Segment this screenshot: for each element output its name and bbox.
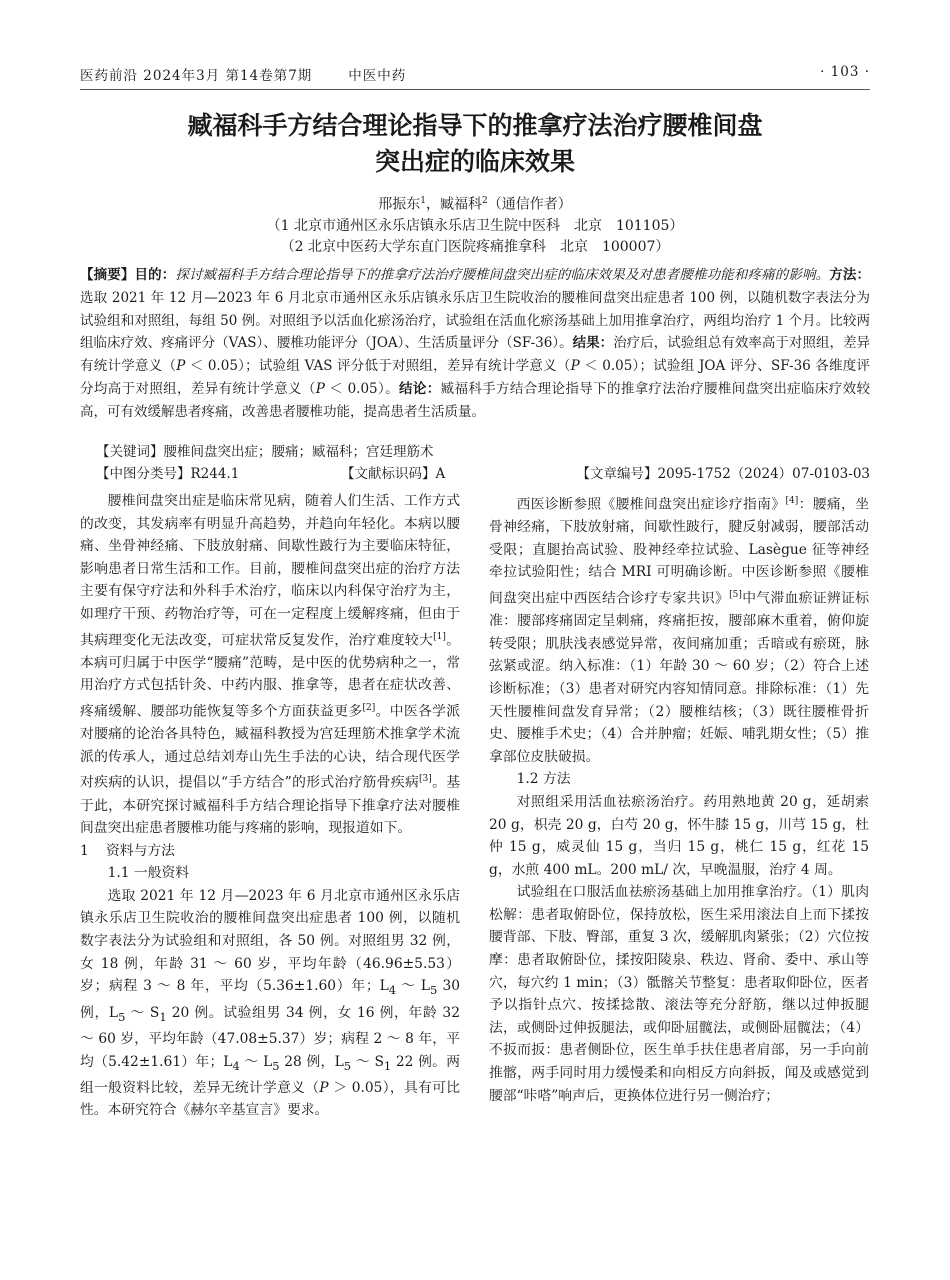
intro-paragraph: 腰椎间盘突出症是临床常见病，随着人们生活、工作方式的改变，其发病率有明显升高趋势，并趋向年轻化。本病以腰痛、坐骨神经痛、下肢放射痛、间歇性跛行为主要临床特征，影响患者日常生活和工作。目前，腰椎间盘突出症的治疗方法主要有保守疗法和外科手术治疗，临床以内科保守治疗为主，如理疗干预、药物治疗等，可在一定程度上缓解疼痛，但由于其病理变化无法改变，可症状常反复发作，治疗难度较大[1]。本病可归属于中医学“腰痛”范畴，是中医的优势病种之一，常用治疗方式包括针灸、中药内服、推拿等，患者在症状改善、疼痛缓解、腰部功能恢复等多个方面获益更多[2]。中医各学派对腰痛的论治各具特色，臧福科教授为宫廷理筋术推拿学术流派的传承人，通过总结刘寿山先生手法的心诀，结合现代医学对疾病的认识，提倡以“手方结合”的形式治疗筋骨疾病[3]。基于此，本研究探讨臧福科手方结合理论指导下推拿疗法对腰椎间盘突出症患者腰椎功能与疼痛的影响，现报道如下。: [80, 493, 460, 837]
right-column: [489, 490, 869, 1107]
section-title: 资料与方法: [106, 842, 175, 859]
document-code: 【文献标识码】A: [341, 466, 446, 482]
page-number: · 103 ·: [820, 64, 870, 80]
general-data-paragraph: 选取 2021 年 12 月—2023 年 6 月北京市通州区永乐店镇永乐店卫生院收治的腰椎间盘突出症患者 100 例，以随机数字表法分为试验组和对照组，各 50 例。对照组男 32 例，女 18 例，年龄 31 ～ 60 岁，平均年龄（46.96±5.53）岁；病程 3 ～ 8 年，平均（5.36±1.60）年；$L_4$ ～ $L_5$ 30 例，$L_5$ ～ $S_1$ 20 例。试验组男 34 例，女 16 例，年龄 32 ～ 60 岁，平均年龄（47.08±5.37）岁；病程 2 ～ 8 年，平均（5.42±1.61）年；$L_4$ ～ $L_5$ 28 例，$L_5$ ～ $S_1$ 22 例。两组一般资料比较，差异无统计学意义（P ＞ 0.05），具有可比性。本研究符合《赫尔辛基宣言》要求。: [80, 887, 461, 1119]
authors-block: [80, 191, 870, 258]
clc-number: 【中图分类号】R244.1: [96, 466, 240, 482]
left-column: [80, 490, 460, 1122]
journal-info: 医药前沿 2024年3月 第14卷第7期 中医中药: [80, 68, 407, 84]
affiliation-1: （1 北京市通州区永乐店镇永乐店卫生院中医科 北京 101105）: [266, 217, 684, 234]
running-header: [80, 64, 870, 88]
section-name: 中医中药: [348, 68, 407, 84]
subsection-heading-1-1: 1.1 一般资料: [107, 865, 190, 882]
author-names: 邢振东$^1$，臧福科$^2$（通信作者）: [378, 196, 572, 213]
header-rule: [80, 89, 870, 90]
title-line-2: 突出症的临床效果: [374, 147, 575, 176]
article-title: [80, 108, 870, 180]
subsection-heading-1-2: 1.2 方法: [516, 771, 571, 788]
abstract: 【摘要】目的：探讨臧福科手方结合理论指导下的推拿疗法治疗腰椎间盘突出症的临床效果及对患者腰椎功能和疼痛的影响。方法：选取 2021 年 12 月—2023 年 6 月北京市通州区永乐店镇永乐店卫生院收治的腰椎间盘突出症患者 100 例，以随机数字表法分为试验组和对照组，每组 50 例。对照组予以活血化瘀汤治疗，试验组在活血化瘀汤基础上加用推拿治疗，两组均治疗 1 个月。比较两组临床疗效、疼痛评分（VAS）、腰椎功能评分（JOA）、生活质量评分（SF-36）。结果：治疗后，试验组总有效率高于对照组，差异有统计学意义（P ＜ 0.05）；试验组 VAS 评分低于对照组，差异有统计学意义（P ＜ 0.05）；试验组 JOA 评分、SF-36 各维度评分均高于对照组，差异有统计学意义（P ＜ 0.05）。结论：臧福科手方结合理论指导下的推拿疗法治疗腰椎间盘突出症临床疗效较高，可有效缓解患者疼痛，改善患者腰椎功能，提高患者生活质量。: [80, 267, 871, 420]
affiliation-2: （2 北京中医药大学东直门医院疼痛推拿科 北京 100007）: [280, 238, 670, 255]
title-line-1: 臧福科手方结合理论指导下的推拿疗法治疗腰椎间盘: [187, 111, 763, 140]
section-heading-1: [80, 840, 460, 863]
control-group-method: 对照组采用活血祛瘀汤治疗。药用熟地黄 20 g，延胡索 20 g，枳壳 20 g，白芍 20 g，怀牛膝 15 g，川芎 15 g，杜仲 15 g，威灵仙 15 g，当归 15 g，桃仁 15 g，红花 15 g，水煎 400 mL。200 mL/ 次，早晚温服，治疗 4 周。: [489, 793, 869, 878]
keywords: 【关键词】腰椎间盘突出症；腰痛；臧福科；宫廷理筋术: [96, 444, 434, 460]
classification-line: [96, 463, 870, 485]
article-number: 【文章编号】2095-1752（2024）07-0103-03: [576, 466, 870, 482]
diagnosis-paragraph: 西医诊断参照《腰椎间盘突出症诊疗指南》[4]：腰痛，坐骨神经痛，下肢放射痛，间歇性跛行，腱反射减弱，腰部活动受限；直腿抬高试验、股神经牵拉试验、Lasègue 征等神经牵拉试验阳性；结合 MRI 可明确诊断。中医诊断参照《腰椎间盘突出症中西医结合诊疗专家共识》[5]中气滞血瘀证辨证标准：腰部疼痛固定呈刺痛，疼痛拒按，腰部麻木重着，俯仰旋转受限；肌肤浅表感觉异常，夜间痛加重；舌暗或有瘀斑，脉弦紧或涩。纳入标准：（1）年龄 30 ～ 60 岁；（2）符合上述诊断标准；（3）患者对研究内容知情同意。排除标准：（1）先天性腰椎间盘发育异常；（2）腰椎结核；（3）既往腰椎骨折史、腰椎手术史；（4）合并肿瘤；妊娠、哺乳期女性；（5）推拿部位皮肤破损。: [489, 496, 870, 765]
section-number: 1: [80, 842, 89, 859]
trial-group-method: 试验组在口服活血祛瘀汤基础上加用推拿治疗。（1）肌肉松解：患者取俯卧位，保持放松，医生采用滚法自上而下揉按腰背部、下肢、臀部，重复 3 次，缓解肌肉紧张；（2）穴位按摩：患者取俯卧位，揉按阳陵泉、秩边、肾俞、委中、承山等穴，每穴约 1 min；（3）骶髂关节整复：患者取仰卧位，医者予以指针点穴、按揉捻散、滚法等充分舒筋，继以过伸扳腿法，或侧卧过伸扳腿法，或仰卧屈髋法，或侧卧屈髋法；（4）不扳而扳：患者侧卧位，医生单手扶住患者肩部，另一手向前推髂，两手同时用力缓慢柔和向相反方向斜扳，闻及或感觉到腰部“咔嗒”响声后，更换体位进行另一侧治疗；: [489, 884, 869, 1104]
